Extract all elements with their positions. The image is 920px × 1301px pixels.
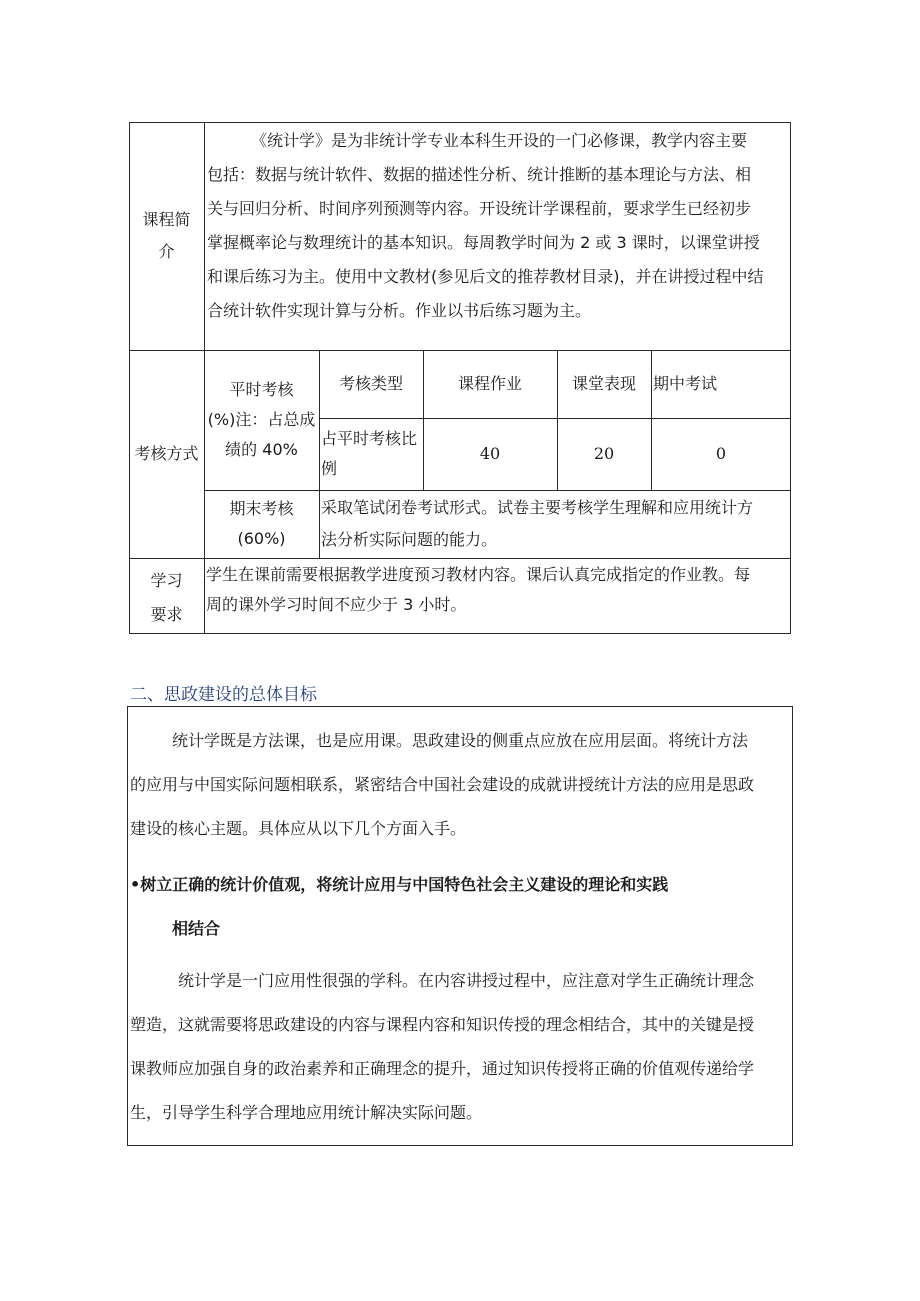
- final-assessment-text: 采取笔试闭卷考试形式。试卷主要考核学生理解和应用统计方 法分析实际问题的能力。: [321, 498, 754, 549]
- section2-box: [127, 706, 793, 1146]
- assessment-label: 考核方式: [134, 444, 199, 463]
- row-ratio-label: 占平时考核比 例: [321, 429, 418, 478]
- header-homework: 课程作业: [457, 374, 522, 393]
- regular-assessment-label: 平时考核 (%)注：占总成 绩的 40%: [207, 380, 316, 459]
- bullet-point: •树立正确的统计价值观，将统计应用与中国特色社会主义建设的理论和实践 相结合: [130, 875, 669, 938]
- final-assessment-label: 期末考核 (60%): [229, 499, 294, 548]
- paragraph-1: 统计学既是方法课，也是应用课。思政建设的侧重点应放在应用层面。将统计方法 的应用与中国实际问题相联系，紧密结合中国社会建设的成就讲授统计方法的应用是思政 建设的核心主题。具体应从以下几个方面入手。: [130, 731, 755, 838]
- paragraph-2: 统计学是一门应用性很强的学科。在内容讲授过程中，应注意对学生正确统计理念 塑造，这就需要将思政建设的内容与课程内容和知识传授的理念相结合，其中的关键是授 课教师应加强自身的政治素养和正确理念的提升，通过知识传授将正确的价值观传递给学 生，引导学生科学合理地应用统计解决实际问题。: [130, 971, 755, 1122]
- header-performance: 课堂表现: [571, 374, 636, 393]
- course-table: [129, 122, 791, 634]
- value-midterm: 0: [715, 444, 727, 463]
- value-performance: 20: [593, 444, 615, 463]
- section-heading: 二、思政建设的总体目标: [130, 685, 317, 705]
- value-homework: 40: [479, 444, 501, 463]
- header-type: 考核类型: [338, 374, 403, 393]
- intro-label: 课程简介: [142, 210, 191, 261]
- intro-text: 《统计学》是为非统计学专业本科生开设的一门必修课，教学内容主要 包括：数据与统计软件、数据的描述性分析、统计推断的基本理论与方法、相 关与回归分析、时间序列预测等内容。开设统计学课程前，要求学生已经初步 掌握概率论与数理统计的基本知识。每周教学时间为 2 或 3 课时，以课堂讲授 和课后练习为主。使用中文教材(参见后文的推荐教材目录)，并在讲授过程中结 合统计软件实现计算与分析。作业以书后练习题为主。: [207, 131, 764, 320]
- study-label: 学习 要求: [150, 571, 183, 624]
- header-midterm: 期中考试: [653, 374, 718, 393]
- study-text: 学生在课前需要根据教学进度预习教材内容。课后认真完成指定的作业教。每 周的课外学习时间不应少于 3 小时。: [206, 565, 751, 614]
